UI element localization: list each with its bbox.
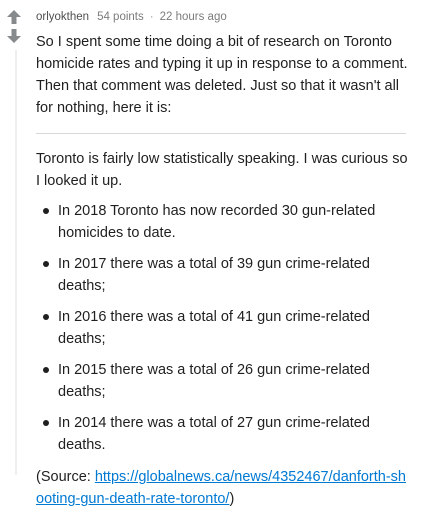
- list-item: In 2016 there was a total of 41 gun crime-related deaths;: [58, 306, 408, 350]
- points-count: 54 points: [97, 11, 144, 23]
- list-item: In 2015 there was a total of 26 gun crime-related deaths;: [58, 359, 408, 403]
- list-item: In 2017 there was a total of 39 gun crime-related deaths;: [58, 253, 408, 297]
- comment-meta: [36, 9, 227, 25]
- meta-separator: ·: [149, 11, 154, 23]
- upvote-arrow-icon[interactable]: [5, 8, 23, 26]
- author-link[interactable]: orlyokthen: [36, 11, 90, 23]
- downvote-arrow-icon[interactable]: [5, 27, 23, 45]
- comment-body: [36, 31, 408, 510]
- stats-list: [36, 200, 408, 456]
- source-prefix: (Source:: [36, 469, 95, 485]
- source-line: [36, 466, 408, 510]
- thread-collapse-line[interactable]: [15, 50, 17, 475]
- quoted-intro: Toronto is fairly low statistically speaking. I was curious so I looked it up.: [36, 151, 408, 189]
- comment-timestamp[interactable]: 22 hours ago: [159, 11, 227, 23]
- horizontal-rule: [36, 133, 406, 134]
- list-item: In 2018 Toronto has now recorded 30 gun-related homicides to date.: [58, 200, 408, 244]
- vote-column: [5, 8, 29, 45]
- source-suffix: ): [229, 491, 235, 507]
- list-item: In 2014 there was a total of 27 gun crime-related deaths.: [58, 412, 408, 456]
- source-link[interactable]: https://globalnews.ca/news/4352467/danforth-shooting-gun-death-rate-toronto/: [36, 469, 406, 507]
- comment-intro: So I spent some time doing a bit of research on Toronto homicide rates and typing it up in response to a comment. Then that comment was deleted. Just so that it wasn't all for nothing, here it is:: [36, 34, 408, 116]
